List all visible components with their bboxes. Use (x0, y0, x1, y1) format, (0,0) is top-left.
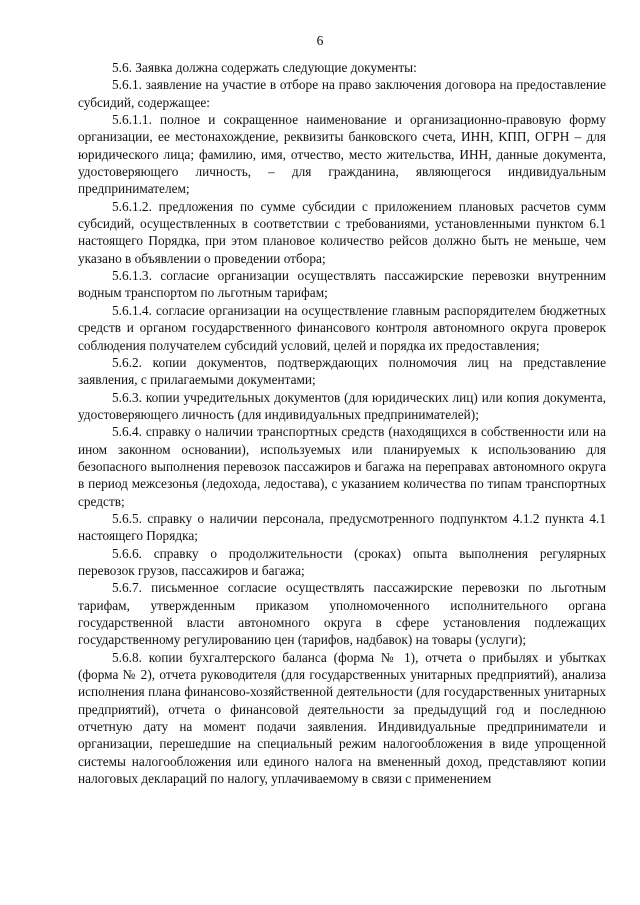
paragraph-5-6-6: 5.6.6. справку о продолжительности (сроках) опыта выполнения регулярных перевозок грузов, пассажиров и багажа; (78, 545, 606, 578)
paragraph-5-6-3: 5.6.3. копии учредительных документов (для юридических лиц) или копия документа, удостоверяющего личность (для индивидуальных предпринимателей); (78, 389, 606, 422)
document-body (78, 59, 606, 787)
paragraph-5-6-1: 5.6.1. заявление на участие в отборе на право заключения договора на предоставление субсидий, содержащее: (78, 77, 606, 110)
paragraph-5-6-1-1: 5.6.1.1. полное и сокращенное наименование и организационно-правовую форму организации, ее местонахождение, реквизиты банковского счета, ИНН, КПП, ОГРН – для юридического лица; фамилию, имя, отчество, место жительства, ИНН, данные документа, удостоверяющего личность, – для гражданина, являющегося индивидуальным предпринимателем; (78, 112, 606, 197)
paragraph-5-6-1-3: 5.6.1.3. согласие организации осуществлять пассажирские перевозки внутренним водным транспортом по льготным тарифам; (78, 268, 606, 301)
paragraph-5-6-1-4: 5.6.1.4. согласие организации на осуществление главным распорядителем бюджетных средств и органом государственного финансового контроля автономного округа проверок соблюдения получателем субсидий условий, целей и порядка их предоставления; (78, 302, 606, 353)
paragraph-5-6-4: 5.6.4. справку о наличии транспортных средств (находящихся в собственности или на ином законном основании), используемых или планируемых к использованию для безопасного выполнения перевозок пассажиров и багажа на переправах автономного округа в период межсезонья (ледохода, ледостава), с указанием количества по типам транспортных средств; (78, 424, 606, 509)
paragraph-5-6-1-2: 5.6.1.2. предложения по сумме субсидии с приложением плановых расчетов сумм субсидий, осуществленных в соответствии с требованиями, установленными пунктом 6.1 настоящего Порядка, при этом плановое количество рейсов должно быть не меньше, чем указано в объявлении о проведении отбора; (78, 198, 606, 266)
paragraph-5-6-5: 5.6.5. справку о наличии персонала, предусмотренного подпунктом 4.1.2 пункта 4.1 настоящего Порядка; (78, 510, 606, 544)
page-number: 6 (316, 33, 324, 48)
paragraph-5-6-2: 5.6.2. копии документов, подтверждающих полномочия лиц на представление заявления, с прилагаемыми документами; (78, 354, 606, 388)
paragraph-5-6: 5.6. Заявка должна содержать следующие документы: (112, 60, 417, 75)
paragraph-5-6-7: 5.6.7. письменное согласие осуществлять пассажирские перевозки по льготным тарифам, утвержденным приказом уполномоченного исполнительного органа государственной власти автономного округа в сфере установления подлежащих государственному регулированию цен (тарифов, надбавок) на товары (услуги); (78, 580, 606, 648)
paragraph-5-6-8: 5.6.8. копии бухгалтерского баланса (форма № 1), отчета о прибылях и убытках (форма № 2), отчета руководителя (для государственных унитарных предприятий), анализа исполнения плана финансово-хозяйственной деятельности (для государственных унитарных предприятий), отчета о финансовой деятельности за предыдущий год и последнюю отчетную дату на момент подачи заявления. Индивидуальные предприниматели и организации, перешедшие на специальный режим налогообложения в виде упрощенной системы налогообложения или единого налога на вмененный доход, представляют копии налоговых деклараций по налогу, уплачиваемому в связи с применением (78, 649, 606, 787)
